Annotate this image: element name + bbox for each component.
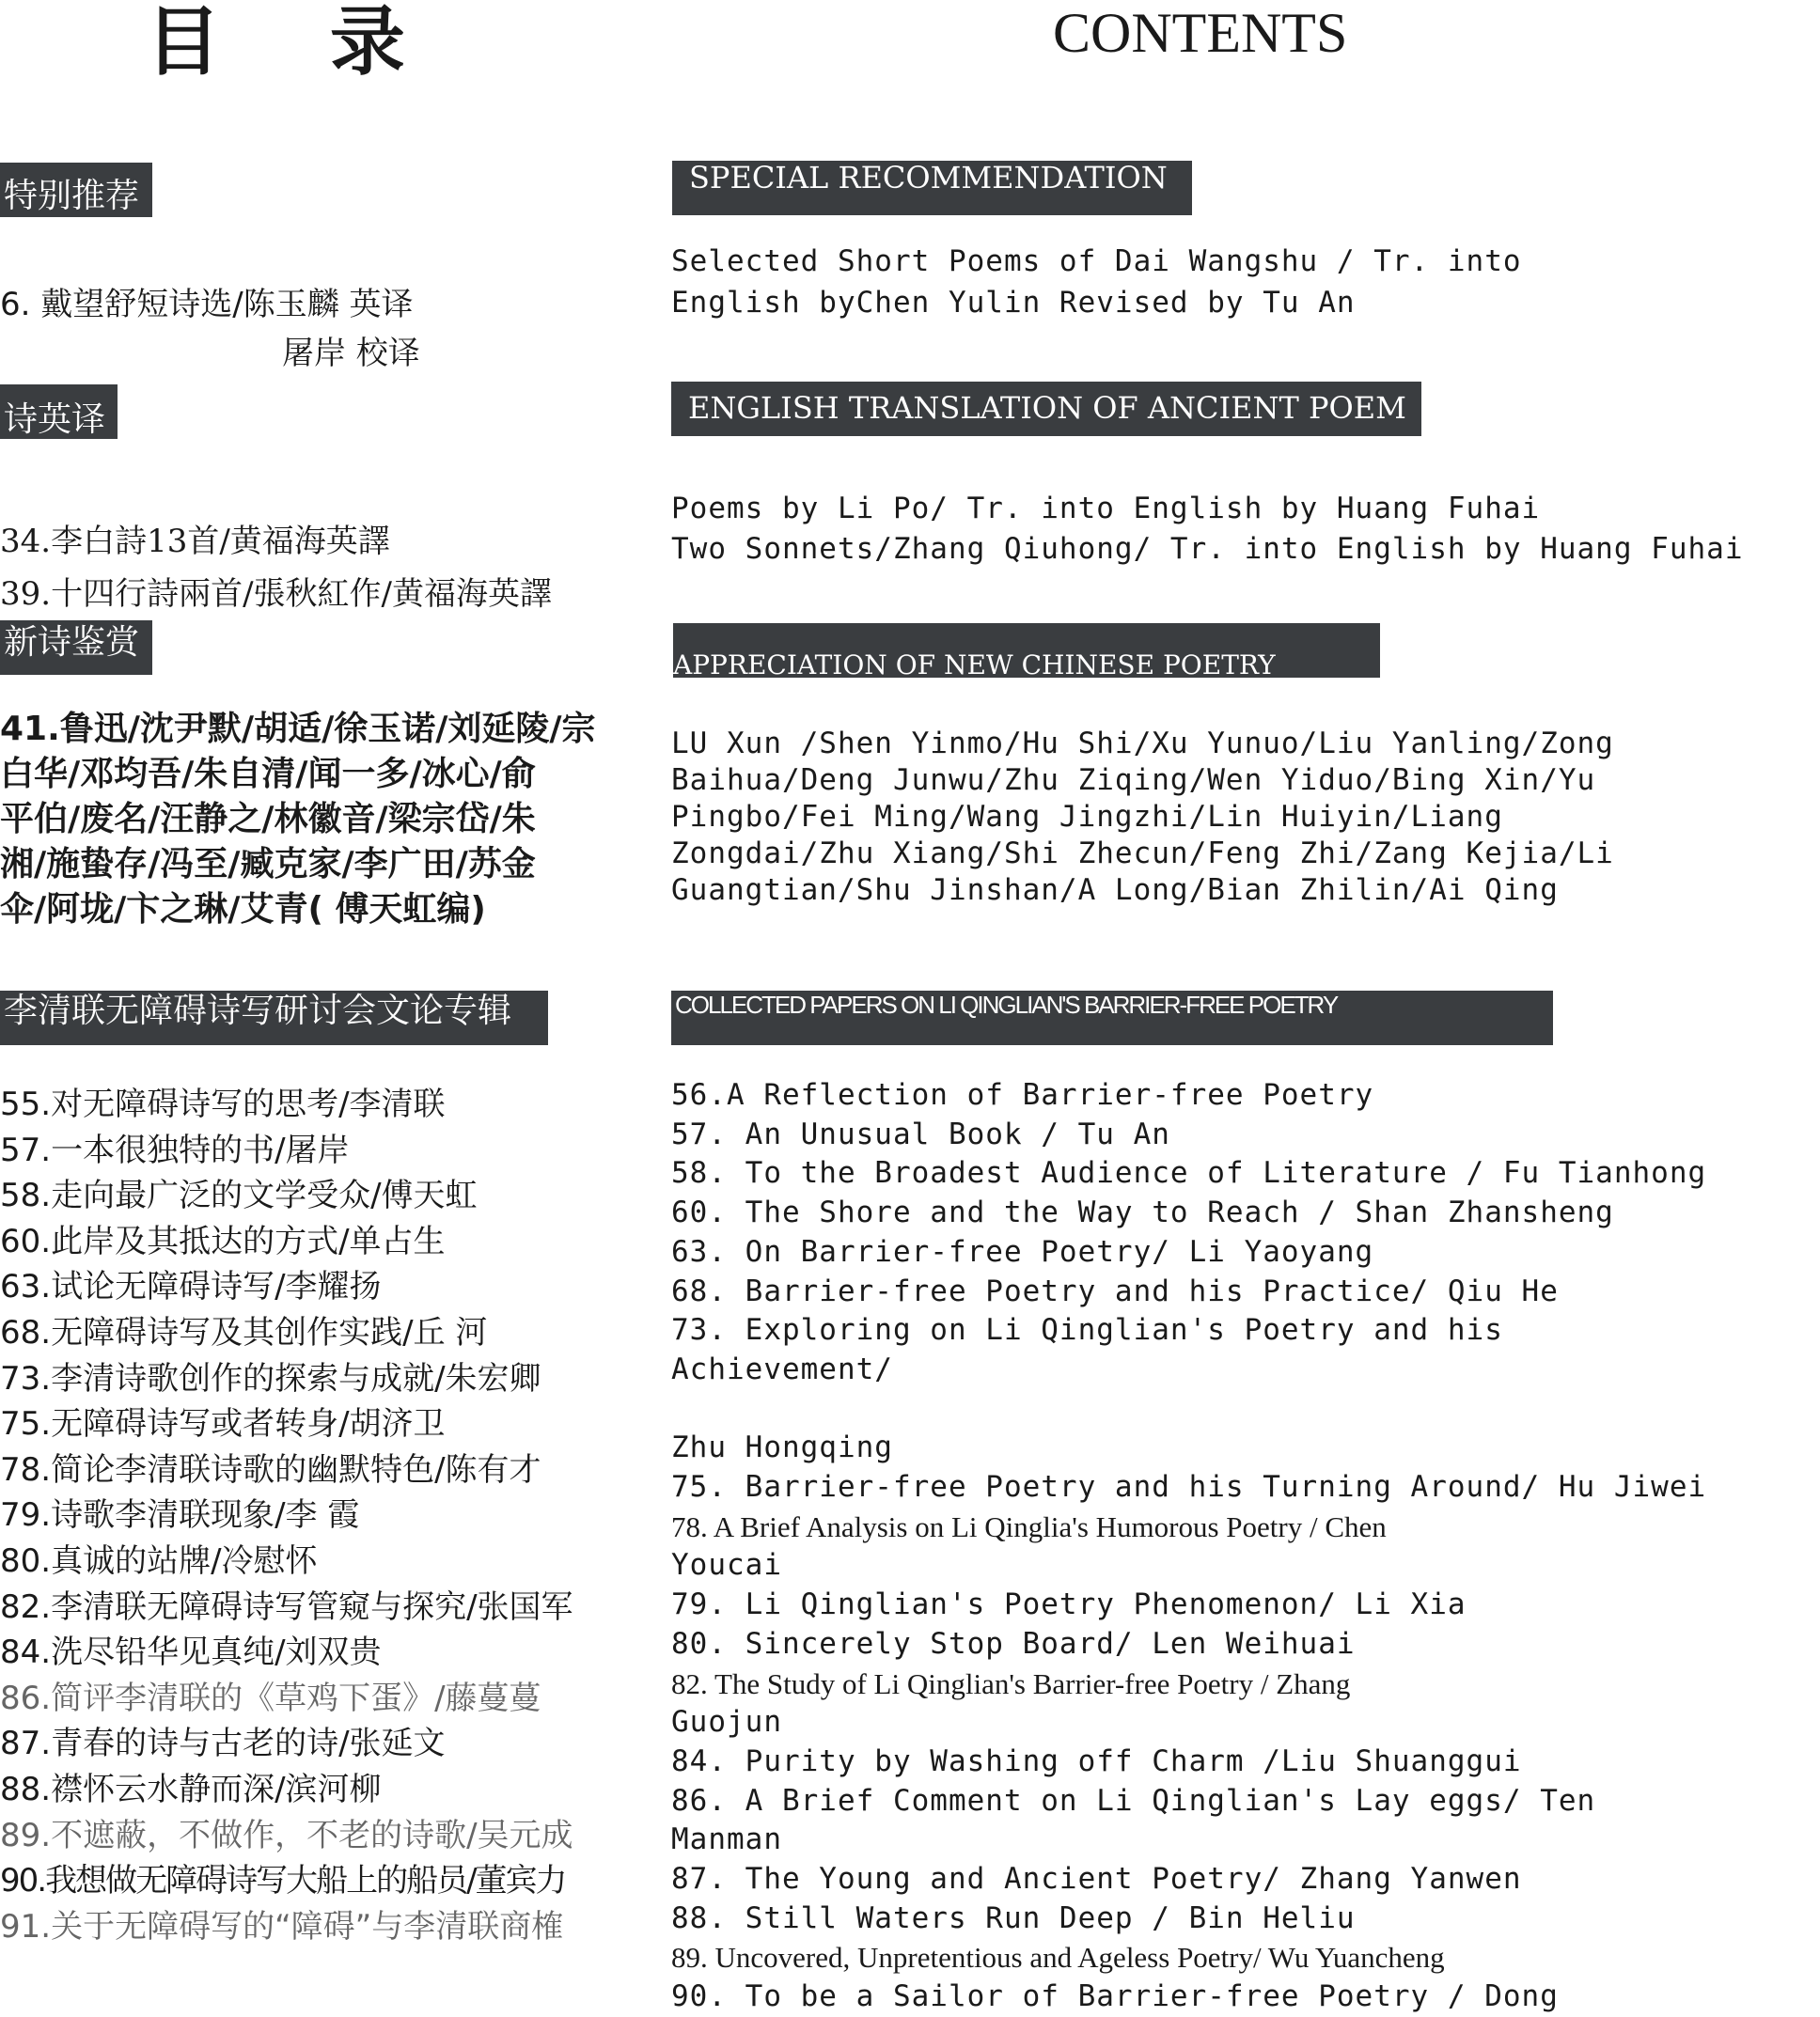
toc-line-en: 90. To be a Sailor of Barrier-free Poetry / Dong — [671, 1979, 1559, 2014]
toc-line-en: English byChen Yulin Revised by Tu An — [671, 286, 1356, 320]
toc-line-en: Youcai — [671, 1548, 782, 1583]
toc-entry-cn: 87.青春的诗与古老的诗/张延文 — [0, 1725, 446, 1763]
section-heading-cn-appreciation: 新诗鉴赏 — [0, 620, 152, 675]
toc-entry-cn: 91.关于无障碍写的“障碍”与李清联商榷 — [0, 1907, 564, 1946]
toc-line-en: 82. The Study of Li Qinglian's Barrier-free Poetry / Zhang — [671, 1666, 1351, 1700]
toc-entry-cn: 86.简评李清联的《草鸡下蛋》/藤蔓蔓 — [0, 1679, 541, 1717]
toc-list-cn-collected — [0, 1082, 573, 1949]
toc-line-en: Zongdai/Zhu Xiang/Shi Zhecun/Feng Zhi/Zang Kejia/Li — [671, 837, 1614, 870]
toc-entry-cn: 73.李清诗歌创作的探索与成就/朱宏卿 — [0, 1359, 541, 1398]
toc-line-en: LU Xun /Shen Yinmo/Hu Shi/Xu Yunuo/Liu Yanling/Zong — [671, 727, 1614, 760]
toc-line-en: 88. Still Waters Run Deep / Bin Heliu — [671, 1900, 1356, 1935]
toc-entry-cn: 90.我想做无障碍诗写大船上的船员/董宾力 — [0, 1862, 566, 1900]
section-heading-en-translation: ENGLISH TRANSLATION OF ANCIENT POEM — [671, 382, 1421, 436]
toc-entry-cn: 82.李清联无障碍诗写管窥与探究/张国军 — [0, 1587, 573, 1626]
toc-entry-cn: 68.无障碍诗写及其创作实践/丘 河 — [0, 1313, 488, 1352]
toc-entry-cn: 57.一本很独特的书/屠岸 — [0, 1131, 350, 1169]
toc-entry-cn: 58.走向最广泛的文学受众/傅天虹 — [0, 1177, 478, 1215]
toc-list-en-collected — [671, 1076, 1706, 2017]
toc-line-en: 79. Li Qinglian's Poetry Phenomenon/ Li Xia — [671, 1587, 1467, 1622]
toc-list-cn-appreciation — [0, 707, 596, 932]
toc-entry-cn: 88.襟怀云水静而深/滨河柳 — [0, 1770, 382, 1808]
toc-line-en: 80. Sincerely Stop Board/ Len Weihuai — [671, 1626, 1356, 1661]
toc-entry-en — [671, 241, 1522, 323]
toc-entry-cn: 60.此岸及其抵达的方式/单占生 — [0, 1222, 446, 1260]
toc-entry-cn: 55.对无障碍诗写的思考/李清联 — [0, 1086, 446, 1123]
section-heading-cn-special: 特别推荐 — [0, 163, 152, 217]
section-heading-en-special: SPECIAL RECOMMENDATION — [672, 161, 1192, 215]
toc-entry-cn: 79.诗歌李清联现象/李 霞 — [0, 1496, 360, 1535]
toc-entry-cn: 63.试论无障碍诗写/李耀扬 — [0, 1268, 382, 1306]
toc-line-en: Guangtian/Shu Jinshan/A Long/Bian Zhilin/Ai Qing — [671, 873, 1559, 907]
toc-entry-cn: 89.不遮蔽，不做作，不老的诗歌/吴元成 — [0, 1816, 573, 1854]
toc-line-en: Manman — [671, 1822, 782, 1857]
toc-line-cn: 平伯/废名/汪静之/林徽音/梁宗岱/朱 — [0, 800, 536, 838]
section-heading-en-appreciation: APPRECIATION OF NEW CHINESE POETRY — [673, 623, 1380, 678]
section-heading-cn-translation: 诗英译 — [0, 384, 118, 439]
toc-line-en: 78. A Brief Analysis on Li Qinglia's Humorous Poetry / Chen — [671, 1509, 1387, 1543]
toc-line-en: 58. To the Broadest Audience of Literature / Fu Tianhong — [671, 1156, 1707, 1191]
toc-entry-cn: 78.简论李清联诗歌的幽默特色/陈有才 — [0, 1450, 541, 1489]
toc-line-en: 86. A Brief Comment on Li Qinglian's Lay eggs/ Ten — [671, 1783, 1596, 1818]
toc-line-cn: 湘/施蛰存/冯至/臧克家/李广田/苏金 — [0, 845, 536, 883]
toc-line-en: 57. An Unusual Book / Tu An — [671, 1117, 1170, 1151]
toc-line-en: Guojun — [671, 1705, 782, 1740]
toc-entry-en: Poems by Li Po/ Tr. into English by Huang Fuhai — [671, 492, 1541, 525]
toc-line-cn: 41.鲁迅/沈尹默/胡适/徐玉诺/刘延陵/宗 — [0, 710, 596, 748]
toc-entry-en: Two Sonnets/Zhang Qiuhong/ Tr. into English by Huang Fuhai — [671, 532, 1744, 566]
toc-line-en: 68. Barrier-free Poetry and his Practice/ Qiu He — [671, 1274, 1559, 1308]
section-heading-en-collected: COLLECTED PAPERS ON LI QINGLIAN'S BARRIER-FREE POETRY — [671, 991, 1553, 1045]
toc-line-en: Pingbo/Fei Ming/Wang Jingzhi/Lin Huiyin/Liang — [671, 800, 1503, 834]
section-heading-cn-collected: 李清联无障碍诗写研讨会文论专辑 — [0, 991, 548, 1045]
toc-line-en: Achievement/ — [671, 1352, 893, 1386]
toc-line-en: 73. Exploring on Li Qinglian's Poetry and his — [671, 1313, 1503, 1348]
toc-blank-line — [671, 1390, 1706, 1430]
toc-entry-cn-continued: 屠岸 校译 — [282, 335, 420, 372]
toc-line-cn: 白华/邓均吾/朱自清/闻一多/冰心/俞 — [0, 755, 536, 793]
toc-entry-cn: 34.李白詩13首/黄福海英譯 — [0, 523, 390, 560]
toc-entry-cn: 80.真诚的站牌/冷慰怀 — [0, 1541, 318, 1580]
toc-line-cn: 伞/阿垅/卞之琳/艾青( 傅天虹编) — [0, 890, 486, 929]
toc-line-en: 89. Uncovered, Unpretentious and Ageless Poetry/ Wu Yuancheng — [671, 1941, 1445, 1975]
toc-line-en: 56.A Reflection of Barrier-free Poetry — [671, 1078, 1374, 1112]
page-title-english: CONTENTS — [1053, 2, 1348, 64]
toc-line-en: 60. The Shore and the Way to Reach / Shan Zhansheng — [671, 1196, 1614, 1230]
toc-line-en: 75. Barrier-free Poetry and his Turning Around/ Hu Jiwei — [671, 1470, 1707, 1505]
toc-entry-cn: 39.十四行詩兩首/張秋紅作/黄福海英譯 — [0, 575, 552, 613]
toc-entry-cn: 75.无障碍诗写或者转身/胡济卫 — [0, 1405, 446, 1444]
toc-entry-cn: 84.洗尽铅华见真纯/刘双贵 — [0, 1634, 382, 1672]
toc-list-en-appreciation — [671, 726, 1614, 909]
toc-entry-cn: 6. 戴望舒短诗选/陈玉麟 英译 — [0, 286, 414, 323]
toc-line-en: 84. Purity by Washing off Charm /Liu Shuanggui — [671, 1743, 1522, 1778]
page-title-chinese: 目 录 — [146, 0, 447, 86]
toc-line-en: Zhu Hongqing — [671, 1431, 893, 1465]
toc-line-en: 63. On Barrier-free Poetry/ Li Yaoyang — [671, 1234, 1374, 1269]
toc-line-en: Baihua/Deng Junwu/Zhu Ziqing/Wen Yiduo/Bing Xin/Yu — [671, 763, 1596, 797]
toc-list-cn-translation — [0, 515, 552, 620]
toc-list-en-translation — [671, 489, 1744, 570]
toc-line-en: 87. The Young and Ancient Poetry/ Zhang Yanwen — [671, 1862, 1522, 1897]
toc-line-en: Selected Short Poems of Dai Wangshu / Tr. into — [671, 244, 1522, 278]
